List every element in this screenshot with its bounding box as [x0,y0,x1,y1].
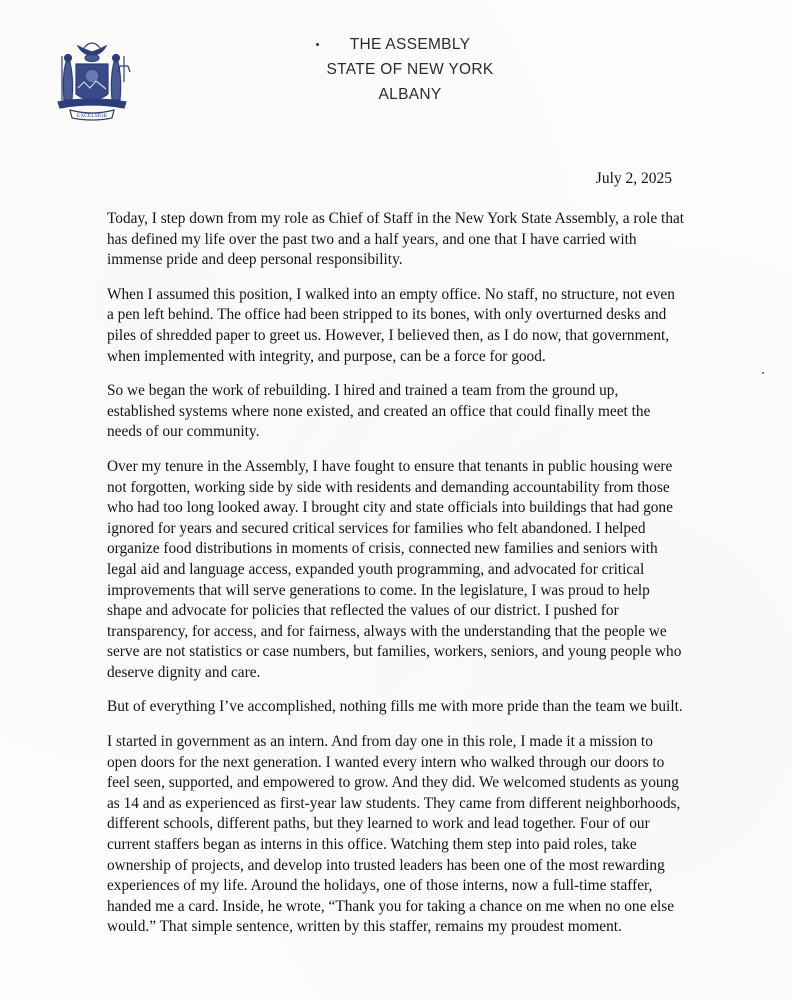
letterhead-dot [316,43,319,46]
paragraph-1: Today, I step down from my role as Chief of Staff in the New York State Assembly, a role that has defined my life over the past two and a half years, and one that I have carried with immense pride and deep personal responsibility. [107,210,685,269]
letterhead [260,32,560,107]
seal-motto: EXCELSIOR [76,113,108,119]
letter-body [107,209,685,952]
paper-speck [762,372,764,374]
new-york-state-seal-icon [44,36,140,122]
paragraph-5: But of everything I’ve accomplished, nothing fills me with more pride than the team we built. [107,698,683,716]
paragraph-3: So we began the work of rebuilding. I hired and trained a team from the ground up, established systems where none existed, and created an office that could finally meet the needs of our community. [107,382,651,441]
letterhead-line-assembly: THE ASSEMBLY [349,36,471,53]
letterhead-line-state: STATE OF NEW YORK [326,61,494,78]
paragraph-6: I started in government as an intern. And from day one in this role, I made it a mission to open doors for the next generation. I wanted every intern who walked through our doors to feel seen, supported, and empowered to grow. And they did. We welcomed students as young as 14 and as experienced as first-year law students. They came from different neighborhoods, different schools, different paths, but they learned to work and lead together. Four of our current staffers began as interns in this office. Watching them step into paid roles, take ownership of projects, and develop into trusted leaders has been one of the most rewarding experiences of my life. Around the holidays, one of those interns, now a full-time staffer, handed me a card. Inside, he wrote, “Thank you for taking a chance on me when no one else would.” That simple sentence, written by this staffer, remains my proudest moment. [107,733,681,936]
paragraph-4: Over my tenure in the Assembly, I have fought to ensure that tenants in public housing were not forgotten, working side by side with residents and demanding accountability from those who had too long looked away. I brought city and state officials into buildings that had gone ignored for years and secured critical services for families who felt abandoned. I helped organize food distributions in moments of crisis, connected new families and seniors with legal aid and language access, expanded youth programming, and advocated for critical improvements that will serve generations to come. In the legislature, I was proud to help shape and advocate for policies that reflected the values of our district. I pushed for transparency, for access, and for fairness, always with the understanding that the people we serve are not statistics or case numbers, but families, workers, seniors, and young people who deserve dignity and care. [107,457,682,681]
paragraph-2: When I assumed this position, I walked into an empty office. No staff, no structure, not even a pen left behind. The office had been stripped to its bones, with only overturned desks and piles of shredded paper to greet us. However, I believed then, as I do now, that government, when implemented with integrity, and purpose, can be a force for good. [107,285,675,365]
letterhead-line-city: ALBANY [378,86,442,103]
letter-date: July 2, 2025 [595,170,672,187]
